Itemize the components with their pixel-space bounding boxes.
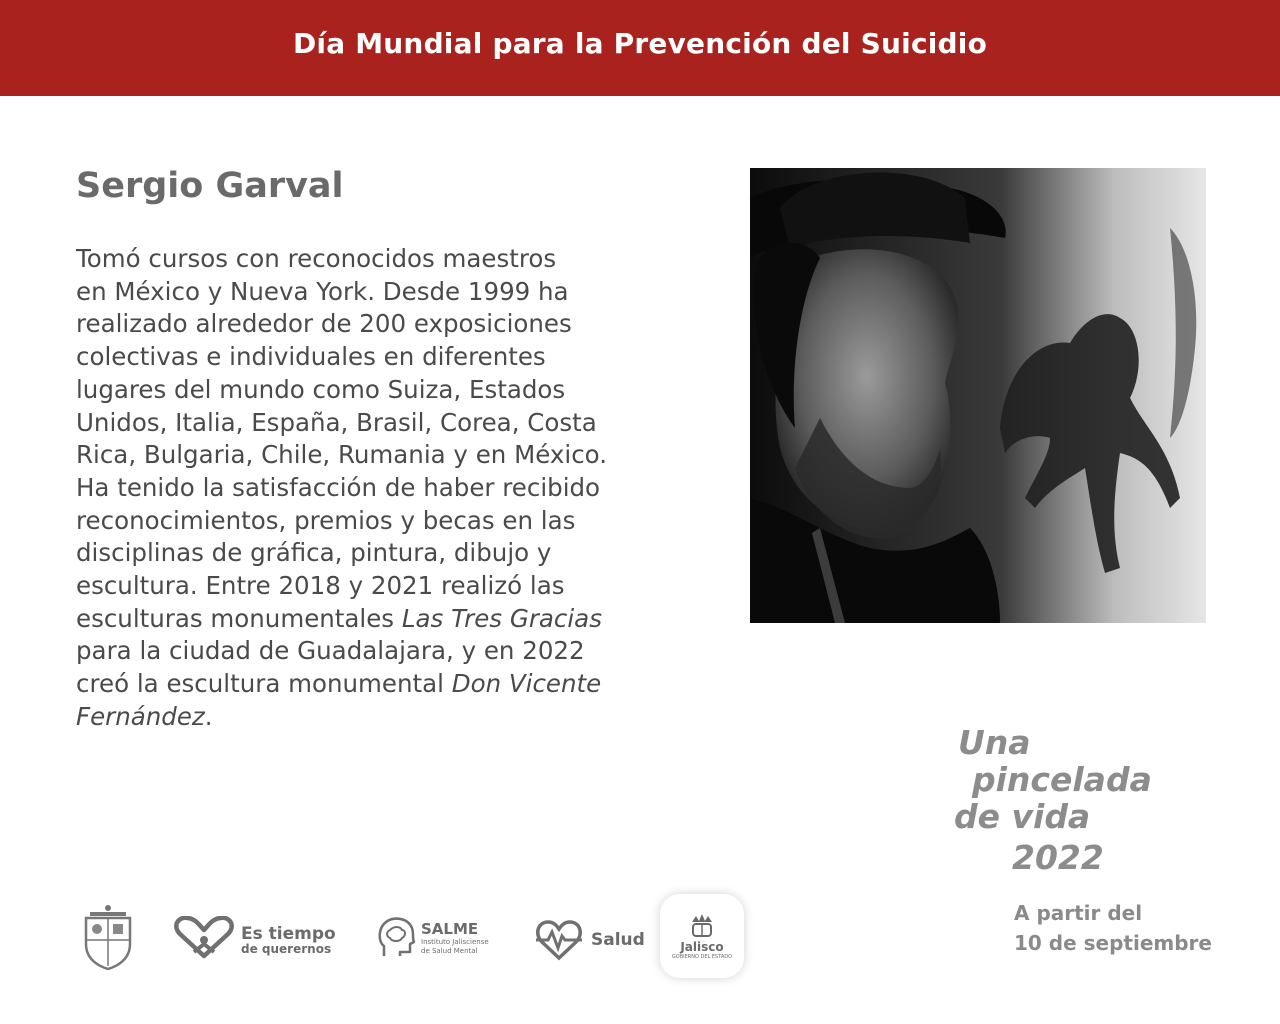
tagline-line: de vida — [954, 797, 1091, 836]
salud-logo — [591, 930, 645, 950]
brain-head-icon — [376, 916, 416, 960]
artist-portrait-image — [750, 168, 1206, 623]
bio-text: esculturas monumentales — [76, 603, 402, 633]
date-line: 10 de septiembre — [1014, 931, 1212, 955]
bio-line: Tomó cursos con reconocidos maestros — [76, 244, 557, 273]
coat-of-arms-icon — [80, 904, 136, 970]
es-tiempo-logo — [241, 924, 336, 956]
bio-line: para la ciudad de Guadalajara, y en 2022 — [76, 636, 585, 666]
artist-name: Sergio Garval — [76, 166, 344, 206]
bio-line: disciplinas de gráfica, pintura, dibujo y — [76, 538, 552, 568]
header-banner — [0, 0, 1280, 96]
bio-line: realizado alrededor de 200 exposiciones — [76, 309, 572, 339]
es-tiempo-title: Es tiempo — [241, 924, 336, 944]
bio-line: Ha tenido la satisfacción de haber recibido — [76, 472, 601, 502]
bio-line — [76, 603, 716, 636]
artwork-title: Las Tres Gracias — [401, 603, 602, 633]
bio-line: lugares del mundo como Suiza, Estados — [76, 374, 566, 404]
artwork-title: Don Vicente — [451, 669, 602, 699]
artist-photo — [750, 168, 1206, 623]
salme-subtitle: de Salud Mental — [421, 947, 478, 955]
salme-subtitle: Instituto Jalisciense — [421, 938, 489, 946]
bio-line: en México y Nueva York. Desde 1999 ha — [76, 276, 569, 306]
bio-line: Unidos, Italia, España, Brasil, Corea, Costa — [76, 407, 597, 437]
es-tiempo-subtitle: de querernos — [241, 942, 332, 956]
artist-bio — [76, 243, 716, 734]
heart-hands-icon — [172, 916, 236, 960]
bio-line: Rica, Bulgaria, Chile, Rumania y en México. — [76, 440, 608, 470]
salud-label: Salud — [591, 930, 645, 950]
salme-logo — [421, 920, 489, 956]
artwork-title: Fernández — [76, 701, 205, 731]
sponsor-logos — [0, 880, 800, 1000]
bio-line — [76, 668, 716, 701]
tagline-line: pincelada — [972, 760, 1152, 799]
heart-pulse-icon — [534, 918, 584, 962]
start-date-note — [1014, 898, 1212, 958]
jalisco-badge — [660, 894, 744, 978]
bio-line — [76, 701, 716, 734]
bio-line: colectivas e individuales en diferentes — [76, 342, 546, 372]
bio-text: . — [204, 701, 213, 731]
jalisco-label: Jalisco — [680, 940, 724, 954]
bio-text: creó la escultura monumental — [76, 669, 452, 699]
jalisco-crown-icon — [689, 912, 715, 940]
banner-title: Día Mundial para la Prevención del Suicidio — [292, 26, 988, 60]
salme-title: SALME — [421, 920, 479, 938]
bio-line: escultura. Entre 2018 y 2021 realizó las — [76, 571, 565, 601]
date-line: A partir del — [1014, 901, 1143, 925]
tagline-year: 2022 — [1012, 838, 1104, 877]
bio-line: reconocimientos, premios y becas en las — [76, 505, 576, 535]
tagline-line: Una — [958, 723, 1031, 762]
event-tagline — [950, 724, 1230, 876]
jalisco-subtitle: GOBIERNO DEL ESTADO — [671, 954, 733, 960]
